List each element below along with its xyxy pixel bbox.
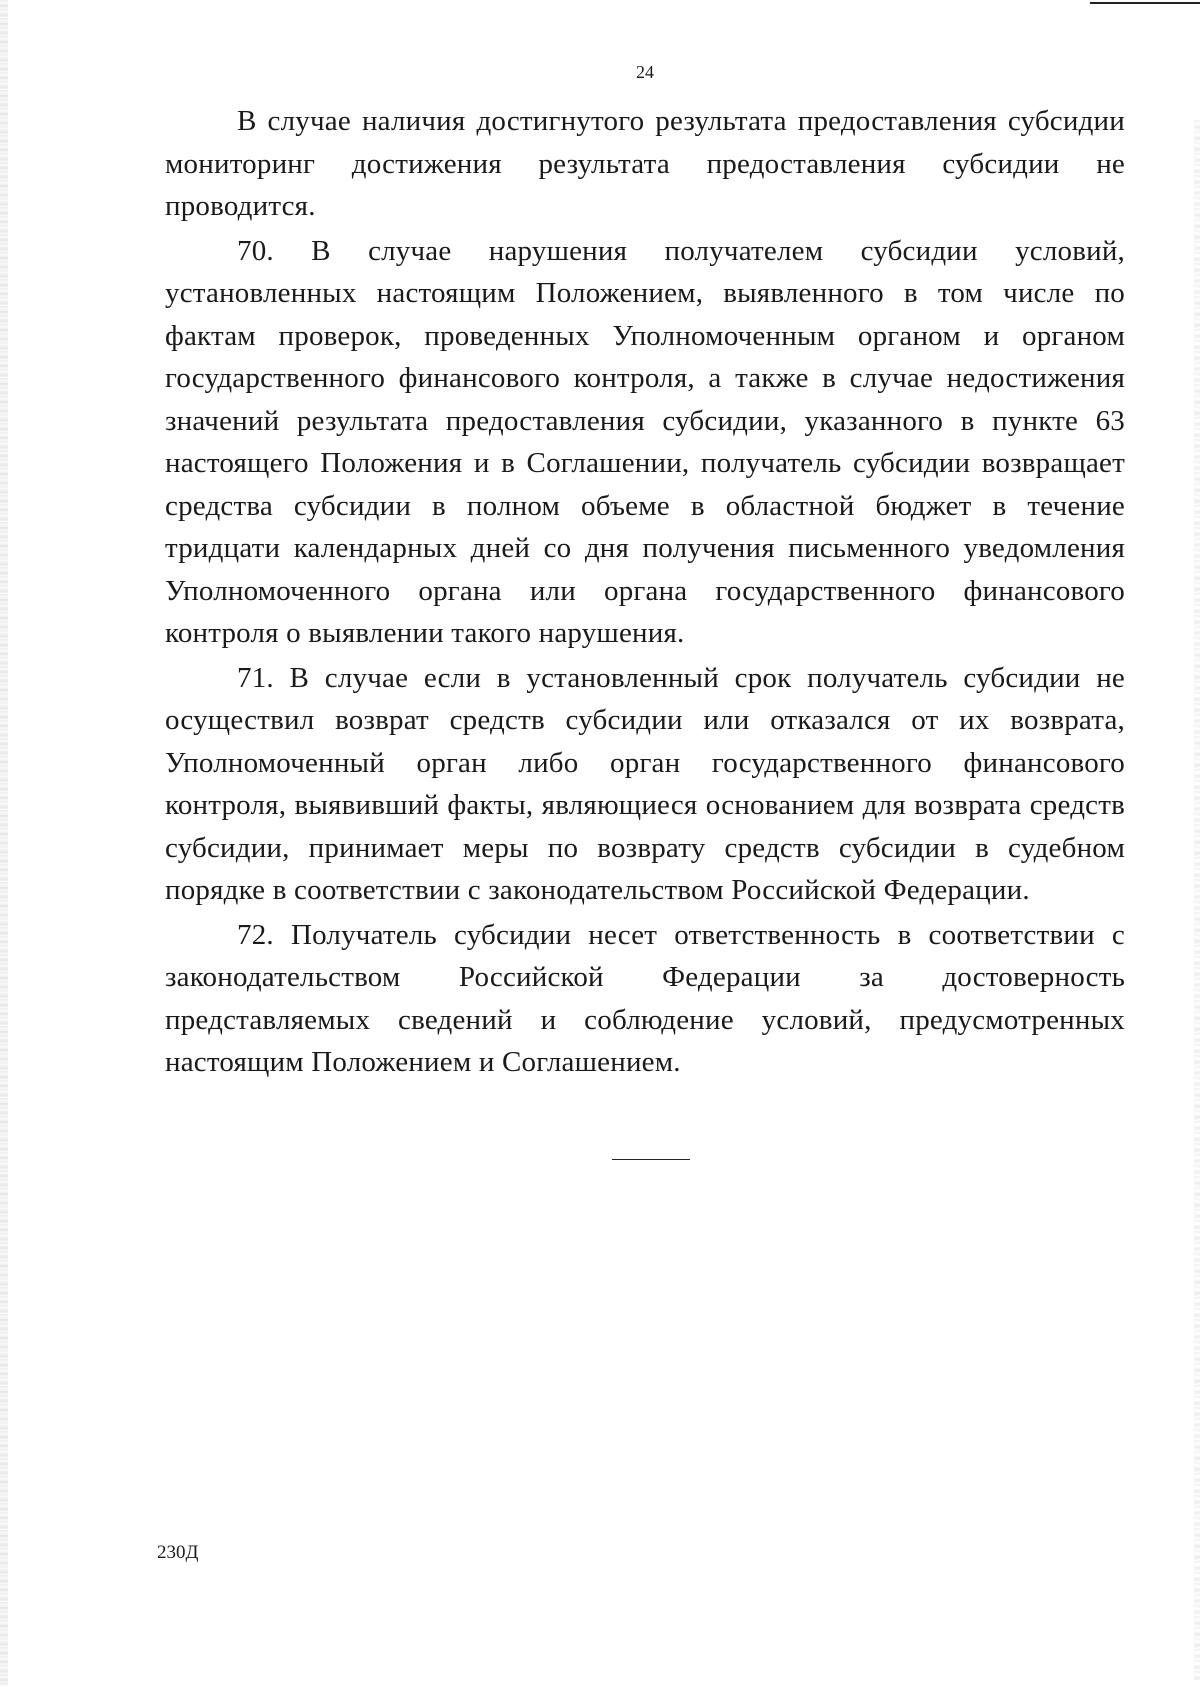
paragraph-72: 72. Получатель субсидии несет ответственность в соответствии с законодательством Российской Федерации за достоверность представляемых сведений и соблюдение условий, предусмотренных настоящим Положением и Соглашением. [165, 918, 1125, 1078]
paragraph-71: 71. В случае если в установленный срок получатель субсидии не осуществил возврат средств субсидии или отказался от их возврата, Уполномоченный орган либо орган государственного финансового контроля, выявивший факты, являющиеся основанием для возврата средств субсидии, принимает меры по возврату средств субсидии в судебном порядке в соответствии с законодательством Российской Федерации. [165, 661, 1125, 906]
end-of-document-rule [612, 1159, 690, 1160]
scan-top-mark [1090, 2, 1200, 4]
page-number: 24 [636, 62, 654, 82]
paragraph-monitoring: В случае наличия достигнутого результата предоставления субсидии мониторинг достижения результата предоставления субсидии не проводится. [165, 105, 1125, 222]
scan-edge-left [0, 0, 8, 1686]
footer-code: 230Д [157, 1542, 199, 1563]
scan-edge-right [1194, 120, 1200, 1680]
paragraph-70: 70. В случае нарушения получателем субсидии условий, установленных настоящим Положением, выявленного в том числе по фактам проверок, проведенных Уполномоченным органом и органом государственного финансового контроля, а также в случае недостижения значений результата предоставления субсидии, указанного в пункте 63 настоящего Положения и в Соглашении, получатель субсидии возвращает средства субсидии в полном объеме в областной бюджет в течение тридцати календарных дней со дня получения письменного уведомления Уполномоченного органа или органа государственного финансового контроля о выявлении такого нарушения. [165, 234, 1125, 649]
document-body [165, 100, 1125, 1086]
